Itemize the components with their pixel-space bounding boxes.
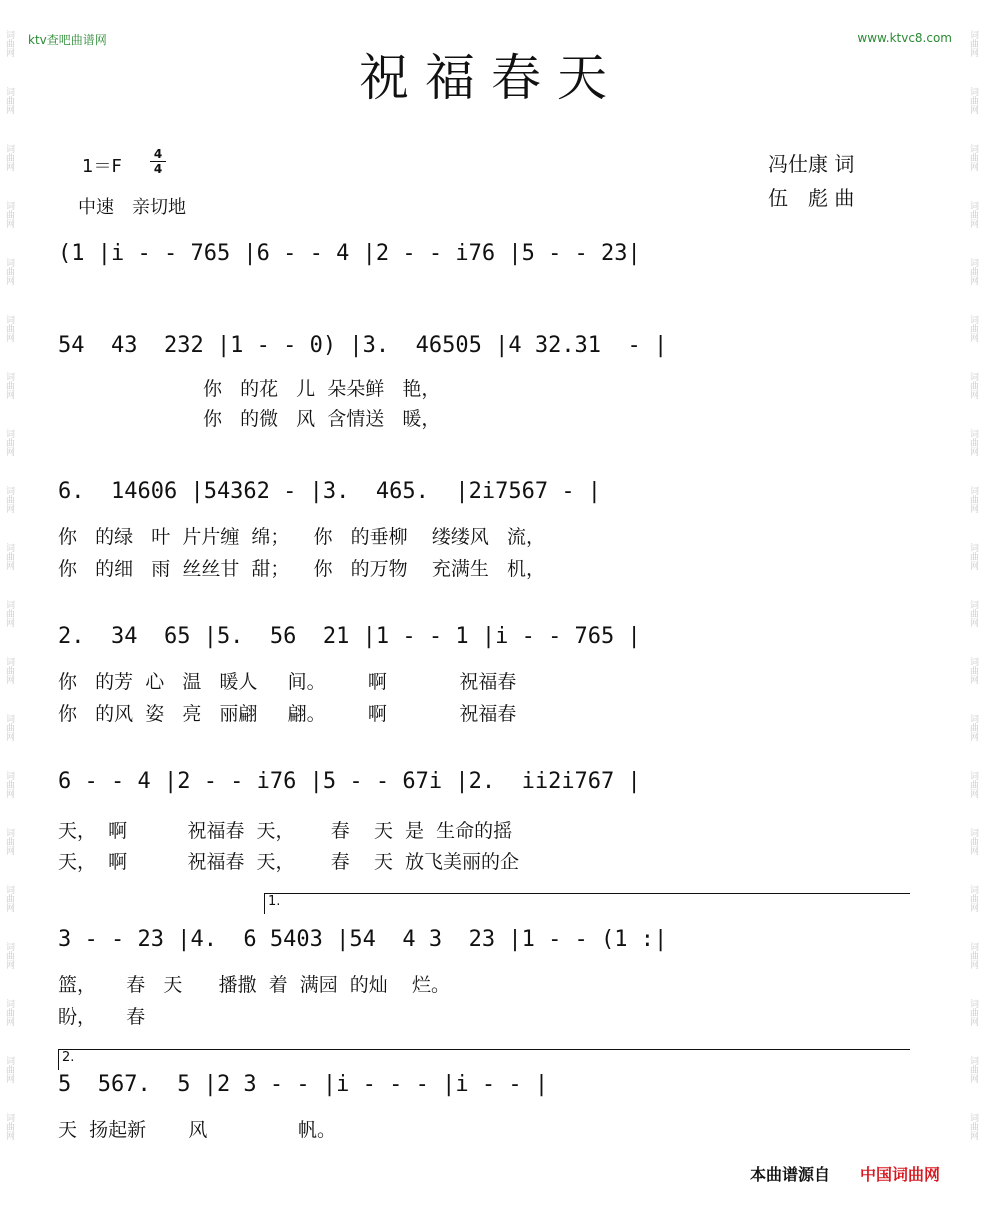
- watermark-text: 词曲网: [968, 258, 978, 285]
- composer-credit: 伍 彪 曲: [768, 186, 855, 210]
- watermark-text: 词曲网: [968, 543, 978, 570]
- watermark-text: 词曲网: [968, 885, 978, 912]
- key-signature: 1＝F: [82, 156, 122, 177]
- watermark-text: 词曲网: [4, 30, 14, 57]
- lyric-verse-1: 天， 啊 祝福春 天， 春 天 是 生命的摇: [58, 820, 513, 842]
- lyric-verse-1: 你 的绿 叶 片片缠 绵； 你 的垂柳 缕缕风 流，: [58, 526, 545, 548]
- watermark-text: 词曲网: [4, 828, 14, 855]
- right-watermark-strip: [964, 0, 982, 1212]
- watermark-text: 词曲网: [4, 1113, 14, 1140]
- watermark-text: 词曲网: [968, 771, 978, 798]
- site-url-right: www.ktvc8.com: [857, 31, 952, 45]
- watermark-text: 词曲网: [4, 372, 14, 399]
- lyric-verse-2: 你 的细 雨 丝丝甘 甜； 你 的万物 充满生 机，: [58, 558, 545, 580]
- first-ending-bracket: [264, 893, 910, 914]
- watermark-text: 词曲网: [968, 144, 978, 171]
- first-ending-label: 1.: [268, 894, 281, 909]
- watermark-text: 词曲网: [968, 486, 978, 513]
- watermark-text: 词曲网: [4, 486, 14, 513]
- watermark-text: 词曲网: [4, 600, 14, 627]
- lyric-verse-1: 天 扬起新 风 帆。: [58, 1119, 336, 1141]
- notation-line: 2. 34 65 |5. 56 21 |1 - - 1 |i - - 765 |: [58, 624, 641, 649]
- watermark-text: 词曲网: [4, 543, 14, 570]
- watermark-text: 词曲网: [968, 714, 978, 741]
- lyricist-credit: 冯仕康 词: [768, 152, 855, 176]
- watermark-text: 词曲网: [4, 87, 14, 114]
- watermark-text: 词曲网: [968, 828, 978, 855]
- watermark-text: 词曲网: [968, 201, 978, 228]
- watermark-text: 词曲网: [4, 429, 14, 456]
- watermark-text: 词曲网: [4, 201, 14, 228]
- watermark-text: 词曲网: [968, 657, 978, 684]
- notation-line: 6. 14606 |54362 - |3. 465. |2i7567 - |: [58, 479, 602, 504]
- second-ending-label: 2.: [62, 1050, 75, 1065]
- watermark-text: 词曲网: [968, 1056, 978, 1083]
- notation-line: 5 567. 5 |2 3 - - |i - - - |i - - |: [58, 1072, 549, 1097]
- score-row-5: [58, 764, 918, 873]
- watermark-text: 词曲网: [968, 315, 978, 342]
- watermark-text: 词曲网: [968, 942, 978, 969]
- watermark-text: 词曲网: [4, 258, 14, 285]
- source-label: 本曲谱源自: [750, 1165, 831, 1184]
- watermark-text: 词曲网: [968, 600, 978, 627]
- watermark-text: 词曲网: [968, 372, 978, 399]
- site-name-left: ktv查吧曲谱网: [28, 33, 107, 47]
- lyric-verse-2: 你 的微 风 含情送 暖，: [58, 408, 441, 430]
- notation-line: 54 43 232 |1 - - 0) |3. 46505 |4 32.31 - |: [58, 333, 668, 358]
- lyric-verse-2: 盼， 春: [58, 1006, 146, 1028]
- score-row-4: [58, 619, 918, 725]
- score-row-7: [58, 1067, 918, 1141]
- notation-line: 3 - - 23 |4. 6 5403 |54 4 3 23 |1 - - (1 :|: [58, 927, 668, 952]
- watermark-text: 词曲网: [4, 714, 14, 741]
- tempo-marking: 中速 亲切地: [78, 197, 186, 218]
- lyric-verse-1: 你 的芳 心 温 暖人 间。 啊 祝福春: [58, 671, 517, 693]
- score-row-1: [58, 236, 918, 272]
- watermark-text: 词曲网: [4, 942, 14, 969]
- lyric-verse-2: 天， 啊 祝福春 天， 春 天 放飞美丽的企: [58, 851, 520, 873]
- watermark-text: 词曲网: [968, 1113, 978, 1140]
- watermark-text: 词曲网: [4, 315, 14, 342]
- time-signature: [150, 148, 166, 175]
- watermark-text: 词曲网: [968, 87, 978, 114]
- watermark-text: 词曲网: [4, 771, 14, 798]
- watermark-text: 词曲网: [4, 999, 14, 1026]
- notation-line: 6 - - 4 |2 - - i76 |5 - - 67i |2. ii2i767 |: [58, 769, 641, 794]
- time-signature-bottom: 4: [153, 162, 163, 176]
- left-watermark-strip: [0, 0, 18, 1212]
- watermark-text: 词曲网: [968, 999, 978, 1026]
- watermark-text: 词曲网: [968, 30, 978, 57]
- watermark-text: 词曲网: [4, 657, 14, 684]
- score-row-2: [58, 328, 918, 430]
- watermark-text: 词曲网: [968, 429, 978, 456]
- score-row-6: [58, 922, 918, 1028]
- lyric-verse-2: 你 的风 姿 亮 丽翩 翩。 啊 祝福春: [58, 703, 517, 725]
- notation-line: (1 |i - - 765 |6 - - 4 |2 - - i76 |5 - - 23|: [58, 241, 641, 266]
- song-title: 祝福春天: [359, 49, 623, 107]
- watermark-text: 词曲网: [4, 885, 14, 912]
- score-row-3: [58, 474, 918, 580]
- time-signature-top: 4: [153, 147, 163, 161]
- watermark-text: 词曲网: [4, 1056, 14, 1083]
- source-site-link[interactable]: 中国词曲网: [860, 1165, 941, 1184]
- lyric-verse-1: 你 的花 儿 朵朵鲜 艳，: [58, 378, 441, 400]
- watermark-text: 词曲网: [4, 144, 14, 171]
- lyric-verse-1: 篮， 春 天 播撒 着 满园 的灿 烂。: [58, 974, 450, 996]
